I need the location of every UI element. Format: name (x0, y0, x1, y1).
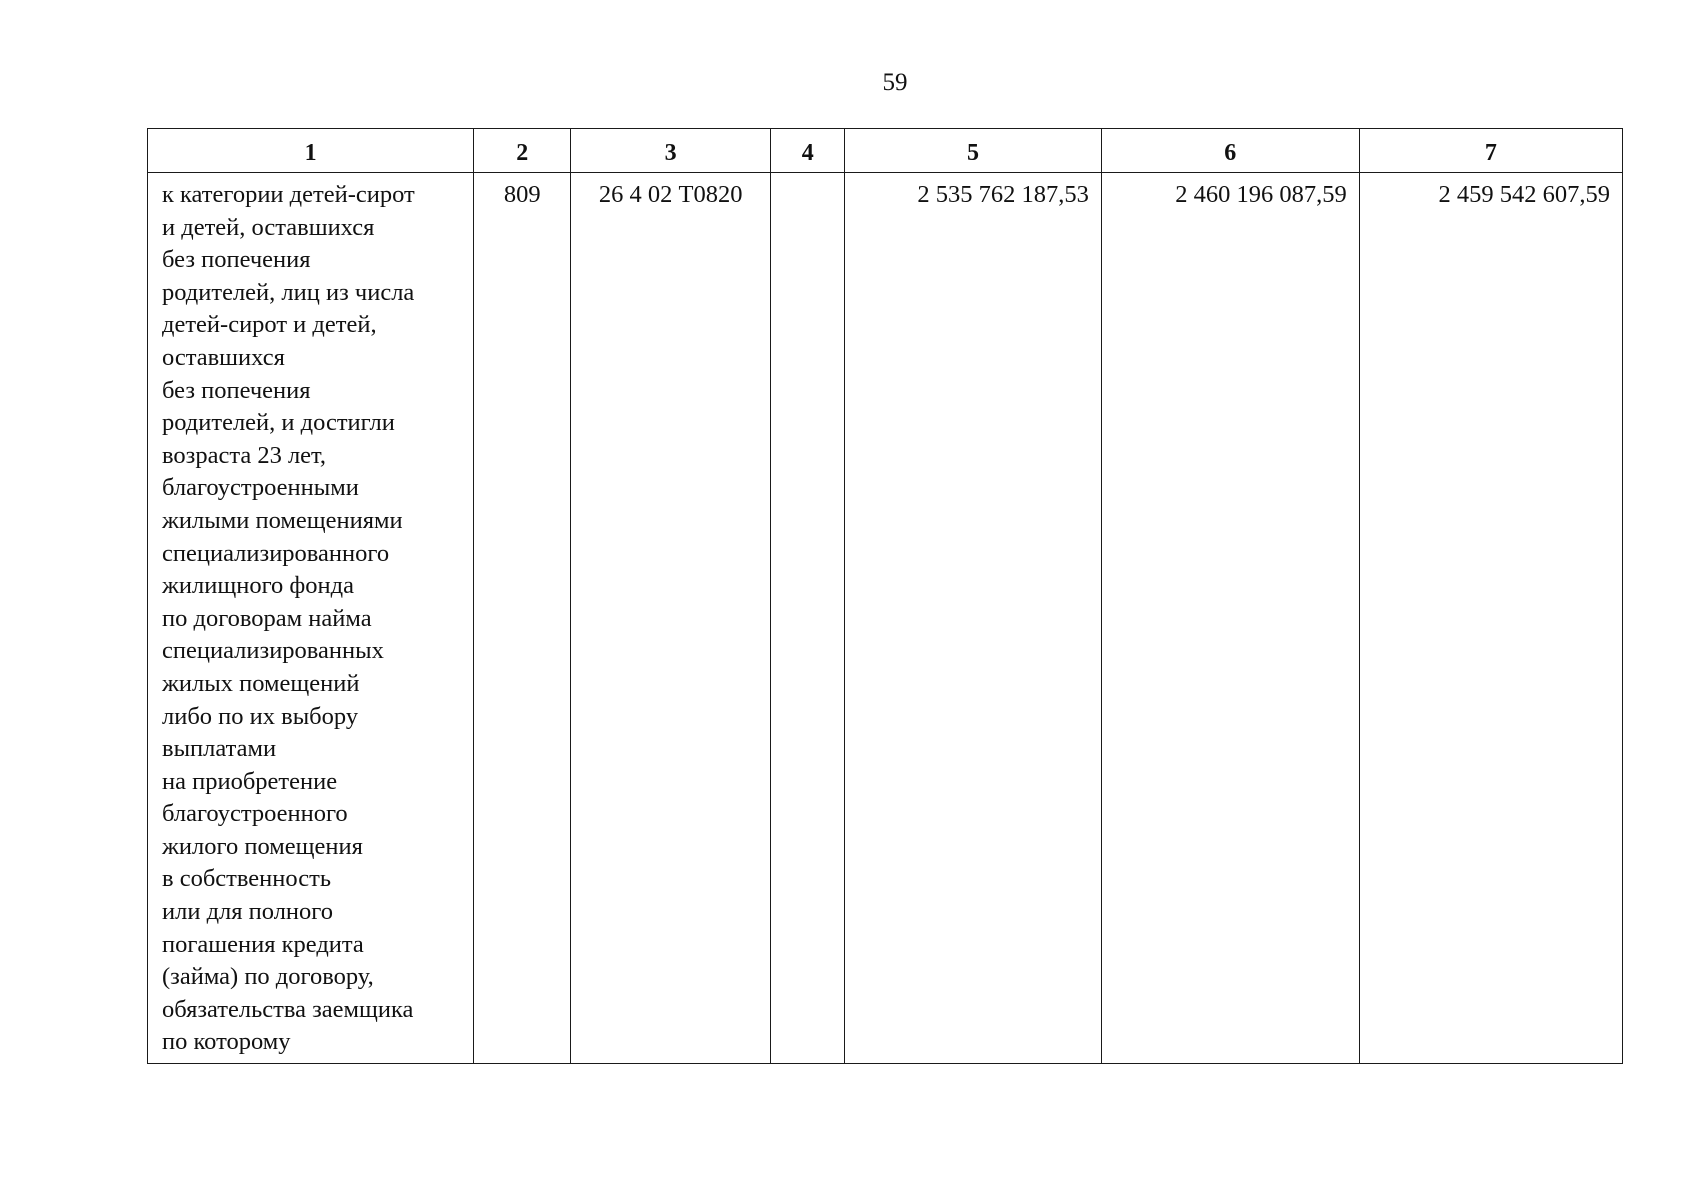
row-amount-col-5: 2 535 762 187,53 (845, 173, 1102, 1064)
row-code-col-2: 809 (474, 173, 571, 1064)
description-line: благоустроенными (162, 474, 359, 502)
description-line: и детей, оставшихся (162, 213, 375, 241)
description-line: к категории детей-сирот (162, 181, 415, 208)
description-line: жилого помещения (162, 832, 363, 860)
description-line: возраста 23 лет, (162, 441, 327, 469)
row-amount-col-6: 2 460 196 087,59 (1101, 173, 1359, 1064)
page-number: 59 (882, 69, 908, 96)
row-code-col-4 (771, 173, 845, 1064)
row-amount-col-7: 2 459 542 607,59 (1359, 173, 1622, 1064)
description-line: в собственность (162, 865, 331, 893)
header-col-5: 5 (845, 129, 1102, 173)
description-line: детей-сирот и детей, (162, 311, 377, 339)
description-line: выплатами (162, 735, 277, 763)
header-col-4: 4 (771, 129, 845, 173)
description-line: обязательства заемщика (162, 995, 414, 1023)
row-code-col-3: 26 4 02 Т0820 (571, 173, 771, 1064)
description-line: без попечения (162, 246, 311, 274)
description-line: благоустроенного (162, 800, 348, 828)
description-line: на приобретение (162, 767, 338, 795)
description-line: жилыми помещениями (162, 506, 403, 534)
description-line: либо по их выбору (162, 702, 359, 730)
description-line: жилищного фонда (162, 572, 354, 600)
description-line: специализированного (162, 539, 390, 567)
header-col-7: 7 (1359, 129, 1622, 173)
header-col-3: 3 (571, 129, 771, 173)
table-row (148, 173, 1623, 1064)
description-line: (займа) по договору, (162, 963, 374, 991)
description-line: по договорам найма (162, 604, 372, 632)
description-line: оставшихся (162, 343, 285, 371)
description-line: родителей, и достигли (162, 409, 395, 437)
description-line: специализированных (162, 637, 384, 665)
header-row (148, 129, 1623, 173)
description-line: родителей, лиц из числа (162, 278, 415, 306)
row-description (148, 173, 474, 1064)
budget-table (147, 128, 1623, 1064)
description-line: по которому (162, 1028, 291, 1056)
header-col-1: 1 (148, 129, 474, 173)
header-col-6: 6 (1101, 129, 1359, 173)
description-line: или для полного (162, 898, 333, 926)
description-line: жилых помещений (162, 669, 360, 697)
description-line: погашения кредита (162, 930, 364, 958)
header-col-2: 2 (474, 129, 571, 173)
description-line: без попечения (162, 376, 311, 404)
